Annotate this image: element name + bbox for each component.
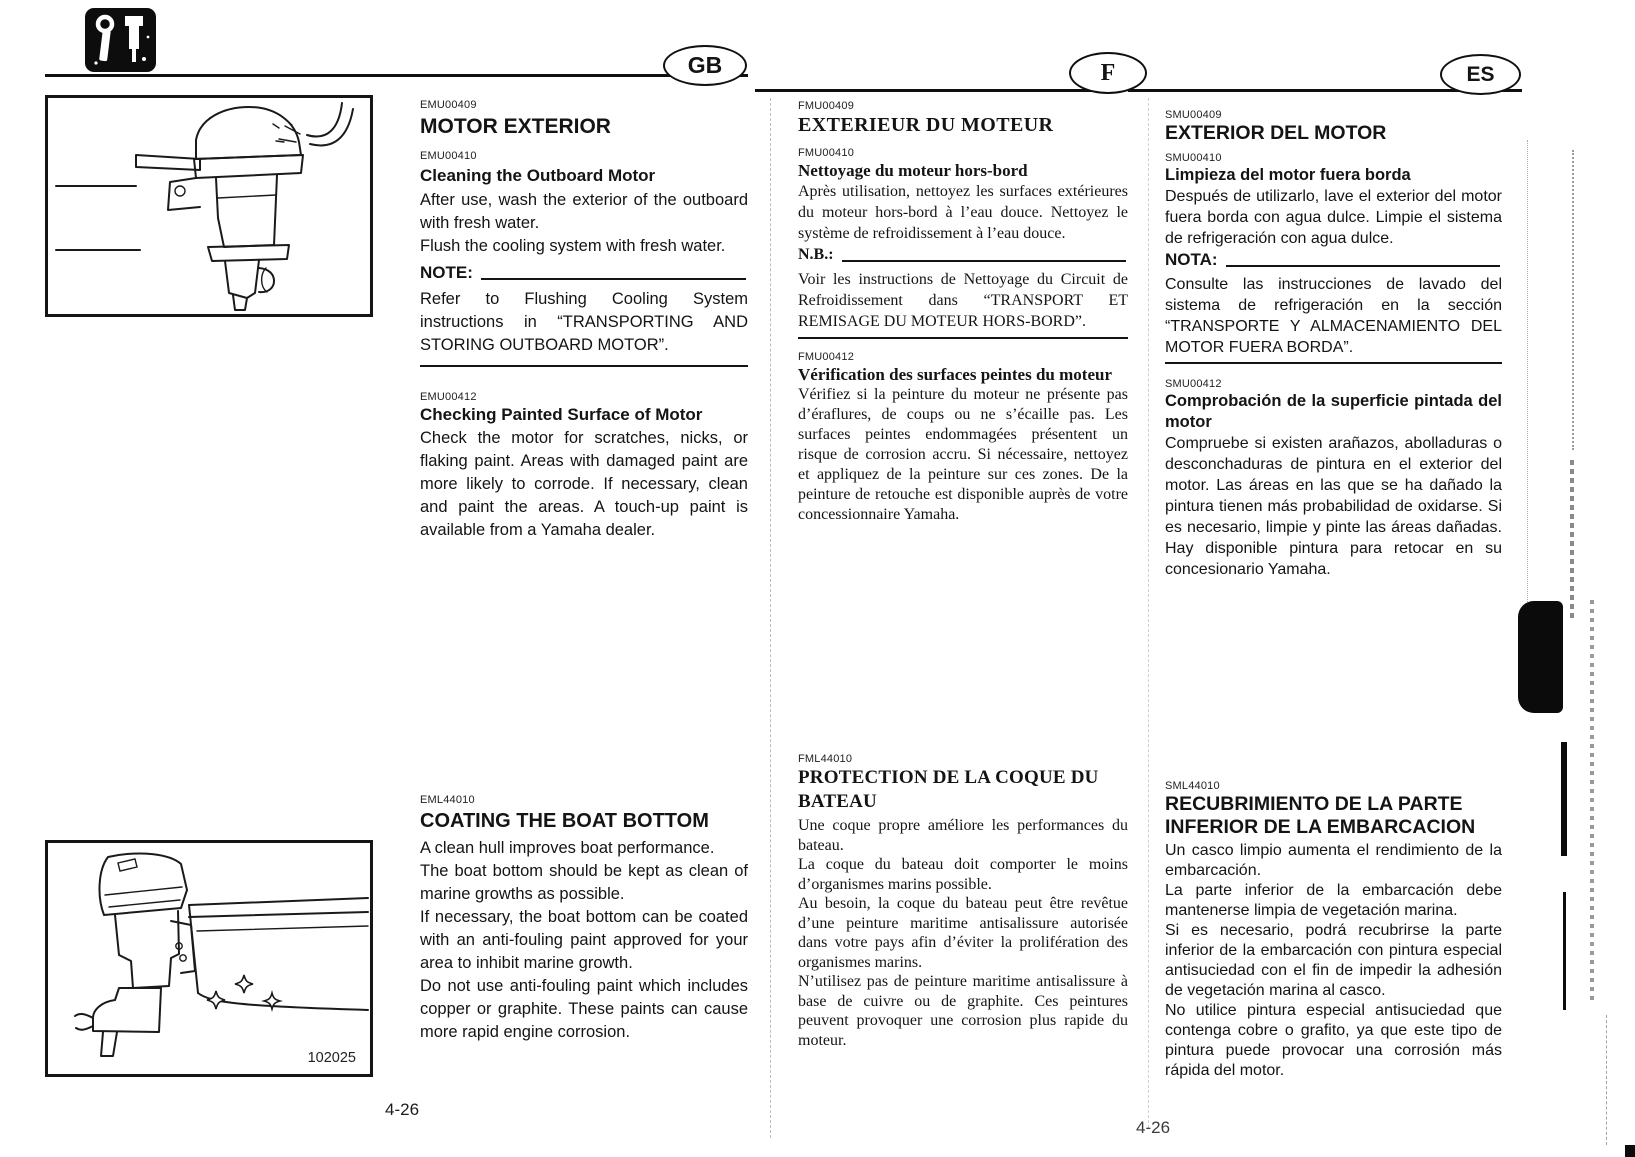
figure-motor-washing xyxy=(45,95,373,317)
paragraph: Vérifiez si la peinture du moteur ne présente pas d’éraflures, de coups ou ne s’écaille pas. Les surfaces peintes endommagées présentent un risque de corrosion accru. Si nécessaire, nettoyez et appliquez de la peinture sur ces zones. De la peinture de retouche est disponible auprès de votre concessionnaire Yamaha. xyxy=(798,386,1128,523)
note-text: Voir les instructions de Nettoyage du Circuit de Refroidissement dans “TRANSPORT ET REMISAGE DU MOTEUR HORS-BORD”. xyxy=(798,271,1128,330)
section-code: EMU00412 xyxy=(420,391,477,403)
paragraph: No utilice pintura especial antisuciedad que contenga cobre o grafito, ya que este tipo de pintura puede provocar una corrosión más rápida del motor. xyxy=(1165,1002,1502,1079)
section-code: EMU00410 xyxy=(420,150,477,162)
subsection-heading: Limpieza del motor fuera borda xyxy=(1165,166,1411,184)
badge-es-label: ES xyxy=(1466,62,1495,86)
paragraph: Después de utilizarlo, lave el exterior del motor fuera borda con agua dulce. Limpie el sistema de refrigeración con agua dulce. xyxy=(1165,188,1502,247)
section-code: FML44010 xyxy=(798,753,853,765)
paragraph: Flush the cooling system with fresh water. xyxy=(420,237,726,255)
paragraph: Check the motor for scratches, nicks, or flaking paint. Areas with damaged paint are more likely to corrode. If necessary, clean and paint the areas. A touch-up paint is available from a Yamaha dealer. xyxy=(420,429,748,539)
section-code: EML44010 xyxy=(420,794,475,806)
scan-artifact-smudge xyxy=(1590,600,1594,1000)
motor-washing-illustration xyxy=(48,98,370,314)
header-rule-french xyxy=(755,89,1120,92)
paragraph: Une coque propre améliore les performances du bateau. xyxy=(798,817,1128,854)
section-end-rule xyxy=(1165,362,1502,364)
note-rule xyxy=(481,278,746,280)
paragraph: La coque du bateau doit comporter le moins d’organismes marins possible. xyxy=(798,856,1128,893)
paragraph: Do not use anti-fouling paint which includes copper or graphite. These paints can cause more rapid engine corrosion. xyxy=(420,977,748,1041)
scan-artifact-bar xyxy=(1561,742,1567,856)
subsection-heading: Checking Painted Surface of Motor xyxy=(420,405,703,424)
note-label: NOTA: xyxy=(1165,250,1218,269)
section-code: FMU00409 xyxy=(798,100,855,112)
section-title: MOTOR EXTERIOR xyxy=(420,115,611,138)
section-end-rule xyxy=(798,337,1128,339)
note-heading xyxy=(798,244,1128,266)
section-title: COATING THE BOAT BOTTOM xyxy=(420,810,709,832)
scan-artifact-corner-mark xyxy=(1625,1145,1635,1157)
paragraph: Compruebe si existen arañazos, abolladuras o desconchaduras de pintura en el exterior del motor. Las áreas en las que se ha dañado la pintura tienen más probabilidad de oxidarse. Si es necesario, limpie y pinte las áreas dañadas. Hay disponible pintura para retocar en su concesionario Yamaha. xyxy=(1165,435,1502,578)
section-title: EXTERIOR DEL MOTOR xyxy=(1165,122,1387,144)
paragraph: Au besoin, la coque du bateau peut être revêtue d’une peinture maritime antisalissure autorisée dans votre pays afin d’éviter la prolifération des organismes marins. xyxy=(798,895,1128,971)
language-badge-es xyxy=(1440,54,1521,95)
section-code: EMU00409 xyxy=(420,99,477,111)
scan-artifact-dotted-line xyxy=(1572,150,1574,450)
subsection-heading: Nettoyage du moteur hors-bord xyxy=(798,161,1028,180)
section-code: SMU00410 xyxy=(1165,152,1222,164)
paragraph: Après utilisation, nettoyez les surfaces extérieures du moteur hors-bord à l’eau douce. Nettoyez le système de refroidissement à l’eau douce. xyxy=(798,183,1128,242)
section-code: FMU00410 xyxy=(798,147,855,159)
figure-code: 102025 xyxy=(307,1050,356,1066)
note-label: N.B.: xyxy=(798,246,834,263)
note-rule xyxy=(842,260,1126,262)
scan-artifact-dotted-line xyxy=(1527,140,1528,610)
section-code: SMU00409 xyxy=(1165,109,1222,121)
note-label: NOTE: xyxy=(420,263,473,282)
page-number: 4-26 xyxy=(385,1100,420,1119)
note-text: Refer to Flushing Cooling System instructions in “TRANSPORTING AND STORING OUTBOARD MOTOR”. xyxy=(420,290,748,354)
section-code: SMU00412 xyxy=(1165,378,1222,390)
section-end-rule xyxy=(420,365,748,367)
subsection-heading: Cleaning the Outboard Motor xyxy=(420,166,656,185)
note-heading xyxy=(1165,249,1502,271)
note-heading xyxy=(420,262,748,284)
paragraph: Si es necesario, podrá recubrirse la parte inferior de la embarcación con pintura especial antisuciedad con el fin de impedir la adhesión de vegetación marina al casco. xyxy=(1165,922,1502,999)
paragraph: Un casco limpio aumenta el rendimiento de la embarcación. xyxy=(1165,842,1502,879)
scan-artifact-dotted-line xyxy=(1606,1015,1607,1145)
paragraph: La parte inferior de la embarcación debe mantenerse limpia de vegetación marina. xyxy=(1165,882,1502,919)
column-english xyxy=(420,95,748,1044)
note-text: Consulte las instrucciones de lavado del sistema de refrigeración en la sección “TRANSPORTE Y ALMACENAMIENTO DEL MOTOR FUERA BORDA”. xyxy=(1165,276,1502,356)
subsection-heading: Vérification des surfaces peintes du moteur xyxy=(798,365,1112,384)
column-separator-1 xyxy=(770,98,771,1138)
figure-boat-bottom xyxy=(45,840,373,1077)
chapter-tab-marker xyxy=(1518,601,1563,713)
paragraph: A clean hull improves boat performance. xyxy=(420,839,715,857)
section-title: PROTECTION DE LA COQUE DU BATEAU xyxy=(798,767,1099,812)
column-separator-2 xyxy=(1148,98,1149,1128)
page-number-clipped: 4-26 xyxy=(1136,1118,1171,1133)
column-spanish xyxy=(1165,95,1502,1081)
column-french xyxy=(798,95,1128,1050)
scan-artifact-smudge xyxy=(1570,460,1574,620)
section-code: SML44010 xyxy=(1165,780,1220,792)
language-badge-gb xyxy=(663,45,747,86)
section-title: RECUBRIMIENTO DE LA PARTE INFERIOR DE LA EMBARCACION xyxy=(1165,793,1476,838)
badge-gb-label: GB xyxy=(687,52,723,78)
section-code: FMU00412 xyxy=(798,351,855,363)
section-title: EXTERIEUR DU MOTEUR xyxy=(798,114,1054,136)
boat-bottom-illustration xyxy=(48,843,370,1074)
header-rule-english xyxy=(45,74,748,77)
paragraph: If necessary, the boat bottom can be coated with an anti-fouling paint approved for your area to inhibit marine growth. xyxy=(420,908,748,972)
subsection-heading: Comprobación de la superficie pintada del motor xyxy=(1165,392,1502,431)
scan-artifact-bar xyxy=(1563,892,1566,1010)
note-rule xyxy=(1226,265,1500,267)
badge-f-label: F xyxy=(1100,59,1116,86)
paragraph: After use, wash the exterior of the outboard with fresh water. xyxy=(420,191,748,232)
paragraph: The boat bottom should be kept as clean of marine growths as possible. xyxy=(420,862,748,903)
maintenance-chapter-icon xyxy=(84,7,157,73)
paragraph: N’utilisez pas de peinture maritime antisalissure à base de cuivre ou de graphite. Ces peintures peuvent provoquer une corrosion plus rapide du moteur. xyxy=(798,973,1128,1049)
language-badge-f xyxy=(1069,52,1147,94)
